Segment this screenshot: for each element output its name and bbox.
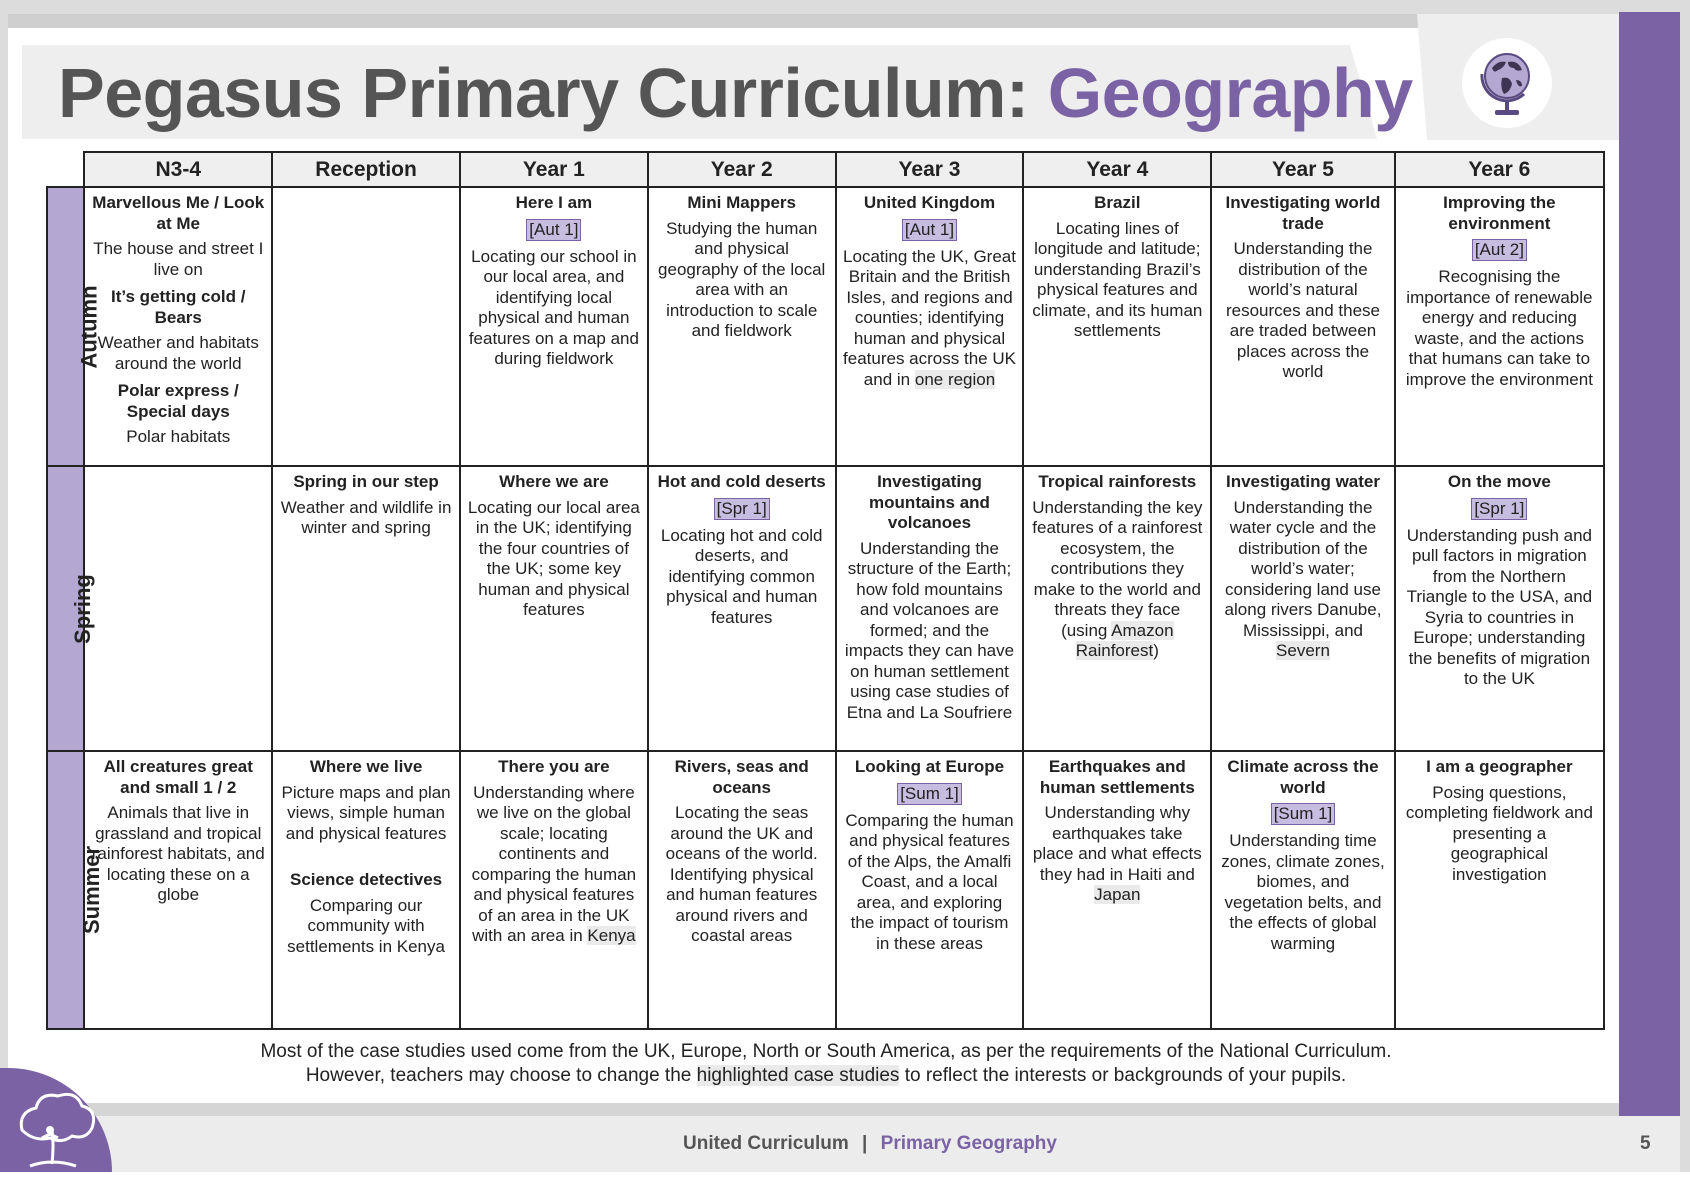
unit-title: Earthquakes and human settlements — [1039, 757, 1195, 797]
unit-title: Hot and cold deserts — [657, 472, 826, 491]
unit-desc: Posing questions, completing fieldwork and presenting a geographical investigation — [1405, 782, 1593, 884]
cell-spring-year-2 — [648, 466, 836, 751]
globe-icon — [1462, 38, 1552, 128]
term-label-summer: Summer — [47, 751, 84, 1029]
unit-desc: Comparing the human and physical features of the Alps, the Amalfi Coast, and a local area, and exploring the impact of tourism in these areas — [845, 810, 1014, 953]
unit-title: Investigating mountains and volcanoes — [869, 472, 990, 532]
cell-autumn-n34 — [84, 187, 272, 466]
col-header-reception: Reception — [272, 152, 460, 187]
unit-title: It’s getting cold / Bears — [111, 287, 246, 327]
top-frame — [0, 0, 1690, 14]
unit-tag: [Aut 2] — [1472, 239, 1527, 261]
unit-desc: Locating our school in our local area, and identifying local physical and human features on a map and during fieldwork — [468, 246, 639, 368]
cell-summer-year-1 — [460, 751, 648, 1029]
page-title: Pegasus Primary Curriculum: Geography — [58, 54, 1413, 132]
cell-autumn-year-2 — [648, 187, 836, 466]
unit-title: Mini Mappers — [687, 193, 796, 212]
unit-title: Climate across the world — [1227, 757, 1379, 797]
cell-autumn-year-1 — [460, 187, 648, 466]
footer-band — [8, 1103, 1619, 1116]
unit-desc: Locating our local area in the UK; identifying the four countries of the UK; some key human and physical features — [467, 497, 640, 619]
col-header-n34: N3-4 — [84, 152, 272, 187]
unit-desc: Understanding push and pull factors in migration from the Northern Triangle to the USA, and Syria to countries in Europe; understanding the benefits of migration to the UK — [1406, 525, 1593, 688]
cell-autumn-year-6 — [1395, 187, 1604, 466]
unit-desc: Locating lines of longitude and latitude; understanding Brazil’s physical features and climate, and its human settlements — [1032, 218, 1203, 340]
unit-desc: Understanding the water cycle and the distribution of the world’s water; considering land use along rivers Danube, Mississippi, and Severn — [1224, 497, 1382, 660]
col-header-year-3: Year 3 — [836, 152, 1024, 187]
unit-title: Looking at Europe — [854, 757, 1005, 776]
cell-autumn-year-5 — [1211, 187, 1395, 466]
unit-title: Brazil — [1094, 193, 1141, 212]
footer-separator: | — [862, 1133, 868, 1154]
page-number: 5 — [1640, 1133, 1651, 1154]
unit-desc: Understanding where we live on the global scale; locating continents and comparing the human and physical features of an area in the UK with an area in Kenya — [471, 782, 637, 945]
highlighted-case-study: Amazon Rainforest — [1075, 620, 1174, 660]
cell-summer-year-3 — [836, 751, 1024, 1029]
cell-spring-year-5 — [1211, 466, 1395, 751]
unit-desc: The house and street I live on — [93, 239, 264, 279]
unit-desc: Picture maps and plan views, simple human and physical features — [281, 782, 451, 843]
unit-title: I am a geographer — [1426, 757, 1573, 776]
tree-logo-icon — [0, 1068, 112, 1172]
footer-part-2: Primary Geography — [880, 1133, 1057, 1154]
unit-desc: Locating hot and cold deserts, and identifying common physical and human features — [660, 525, 823, 627]
unit-title: Rivers, seas and oceans — [674, 757, 809, 797]
cell-autumn-reception — [272, 187, 460, 466]
cell-spring-n34 — [84, 466, 272, 751]
unit-title: Polar express / Special days — [117, 381, 239, 421]
cell-summer-n34 — [84, 751, 272, 1029]
cell-autumn-year-3 — [836, 187, 1024, 466]
highlighted-case-study: Severn — [1276, 641, 1330, 660]
term-label-spring: Spring — [47, 466, 84, 751]
unit-title: Improving the environment — [1443, 193, 1556, 233]
row-summer — [47, 751, 1604, 1029]
row-autumn — [47, 187, 1604, 466]
unit-desc: Locating the seas around the UK and oceans of the world. Identifying physical and human features around rivers and coastal areas — [665, 803, 818, 945]
cell-autumn-year-4 — [1023, 187, 1211, 466]
curriculum-table — [46, 151, 1605, 1030]
highlighted-case-study: one region — [914, 369, 996, 389]
unit-tag: [Aut 1] — [902, 219, 957, 241]
row-spring — [47, 466, 1604, 751]
term-label-autumn: Autumn — [47, 187, 84, 466]
unit-desc: Weather and wildlife in winter and spring — [280, 497, 452, 537]
cell-spring-year-4 — [1023, 466, 1211, 751]
unit-desc: Studying the human and physical geography of the local area with an introduction to scale and fieldwork — [658, 218, 826, 340]
footer-part-1: United Curriculum — [683, 1133, 849, 1154]
unit-desc: Polar habitats — [126, 427, 231, 446]
cell-spring-year-1 — [460, 466, 648, 751]
unit-title: Where we are — [499, 472, 609, 491]
col-header-year-4: Year 4 — [1023, 152, 1211, 187]
cell-spring-year-6 — [1395, 466, 1604, 751]
header-row — [47, 152, 1604, 187]
footnote-line-2: However, teachers may choose to change the highlighted case studies to reflect the interests or backgrounds of your pupils. — [305, 1065, 1347, 1086]
cell-summer-year-4 — [1023, 751, 1211, 1029]
corner-cell — [47, 152, 84, 187]
unit-tag: [Aut 1] — [526, 219, 581, 241]
unit-desc: Understanding why earthquakes take place and what effects they had in Haiti and Japan — [1032, 803, 1202, 904]
unit-title: Here I am — [515, 193, 593, 212]
unit-desc: Comparing our community with settlements in Kenya — [287, 895, 445, 956]
highlighted-case-studies-note: highlighted case studies — [696, 1065, 900, 1086]
unit-tag: [Sum 1] — [1271, 803, 1336, 825]
cell-summer-reception — [272, 751, 460, 1029]
cell-spring-reception — [272, 466, 460, 751]
right-frame — [1680, 0, 1690, 1172]
unit-title: Investigating water — [1226, 472, 1380, 491]
highlighted-case-study: Japan — [1094, 885, 1141, 904]
footnote-line-1: Most of the case studies used come from the UK, Europe, North or South America, as per the requirements of the National Curriculum. — [260, 1041, 1392, 1062]
left-frame — [0, 0, 8, 1172]
footnote — [46, 1040, 1606, 1088]
col-header-year-5: Year 5 — [1211, 152, 1395, 187]
unit-desc: Understanding the key features of a rainforest ecosystem, the contributions they make to the world and threats they face (using Amazon Rainforest) — [1032, 497, 1203, 660]
unit-desc: Understanding the structure of the Earth; how fold mountains and volcanoes are formed; and the impacts they can have on human settlement using case studies of Etna and La Soufriere — [844, 538, 1015, 722]
unit-desc: Weather and habitats around the world — [97, 333, 259, 373]
col-header-year-1: Year 1 — [460, 152, 648, 187]
page-title-accent: Geography — [1047, 54, 1413, 132]
unit-desc: Locating the UK, Great Britain and the British Isles, and regions and counties; identifying human and physical features across the UK and in one region — [843, 246, 1016, 389]
unit-title: Investigating world trade — [1225, 193, 1381, 233]
unit-desc: Understanding the distribution of the world’s natural resources and these are traded between places across the world — [1225, 239, 1381, 381]
col-header-year-2: Year 2 — [648, 152, 836, 187]
side-accent-bar — [1619, 12, 1680, 1124]
footer-text — [0, 1133, 1690, 1155]
cell-spring-year-3 — [836, 466, 1024, 751]
unit-desc: Animals that live in grassland and tropical rainforest habitats, and locating these on a globe — [91, 803, 265, 904]
col-header-year-6: Year 6 — [1395, 152, 1604, 187]
highlighted-case-study: Kenya — [587, 926, 636, 945]
unit-title: United Kingdom — [863, 193, 996, 212]
cell-summer-year-6 — [1395, 751, 1604, 1029]
cell-summer-year-2 — [648, 751, 836, 1029]
unit-title: Tropical rainforests — [1038, 472, 1197, 491]
unit-title: Spring in our step — [293, 472, 439, 491]
unit-tag: [Spr 1] — [1471, 498, 1527, 520]
unit-title: Marvellous Me / Look at Me — [92, 193, 265, 233]
unit-title: There you are — [498, 757, 610, 776]
top-frame-inner — [8, 14, 1420, 28]
unit-desc: Recognising the importance of renewable energy and reducing waste, and the actions that humans can take to improve the environment — [1405, 267, 1593, 389]
unit-title: All creatures great and small 1 / 2 — [103, 757, 253, 797]
cell-summer-year-5 — [1211, 751, 1395, 1029]
unit-tag: [Sum 1] — [897, 783, 962, 805]
unit-desc: Understanding time zones, climate zones, biomes, and vegetation belts, and the effects of global warming — [1221, 831, 1385, 953]
unit-title: Science detectives — [289, 870, 443, 889]
unit-tag: [Spr 1] — [714, 498, 770, 520]
unit-title: On the move — [1447, 472, 1551, 491]
unit-title: Where we live — [309, 757, 423, 776]
